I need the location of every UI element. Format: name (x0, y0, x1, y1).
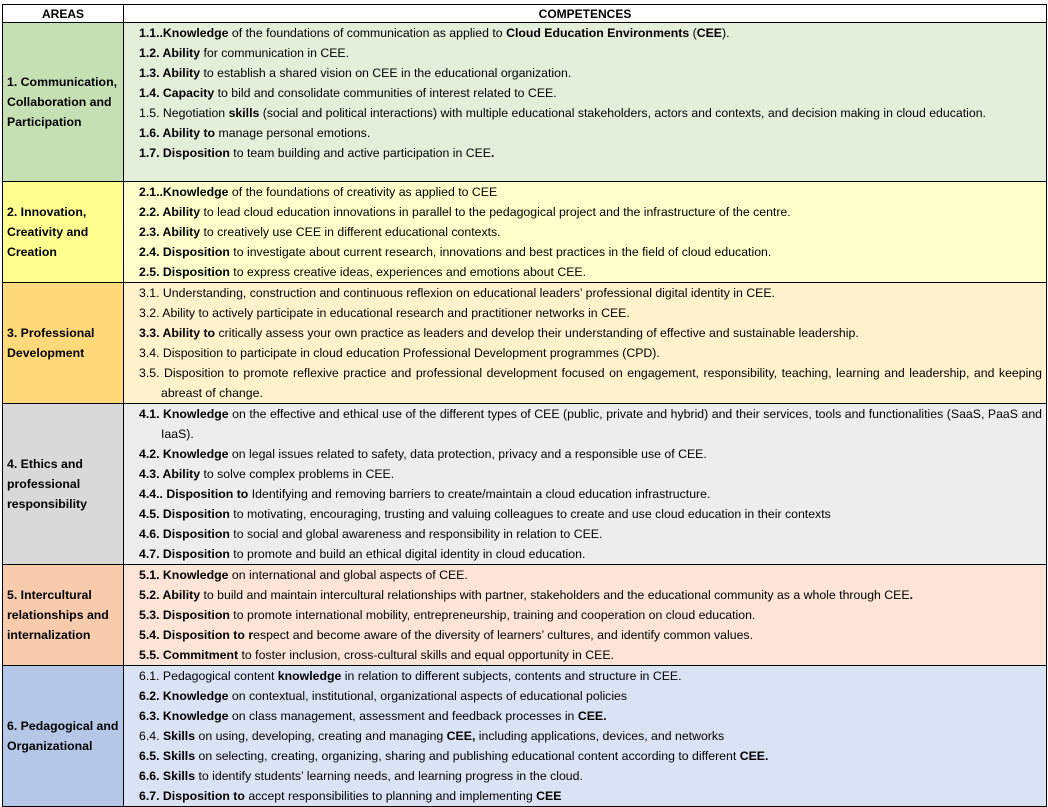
competence-item (139, 283, 1042, 303)
competence-text: to promote and build an ethical digital identity in cloud education. (229, 547, 586, 561)
competence-cell (124, 666, 1047, 807)
competence-text: 3.5. Disposition to promote reflexive practice and professional development focused on engagement, responsibility, teaching, learning and leadership, and keeping abreast of change. (139, 366, 1042, 400)
competence-keyword: 4.5. Disposition (139, 507, 230, 521)
competence-keyword: 2.1..Knowledge (139, 185, 229, 199)
competence-list (139, 23, 1042, 163)
competence-keyword: CEE (696, 26, 722, 40)
competence-keyword: CEE (536, 789, 562, 803)
competence-keyword: 2.2. Ability (139, 205, 201, 219)
competence-text: 3.1. Understanding, construction and continuous reflexion on educational leaders’ professional digital identity in CEE. (139, 286, 775, 300)
area-cell: 5. Intercultural relationships and internalization (3, 565, 124, 666)
header-row (3, 5, 1047, 23)
competence-text: manage personal emotions. (215, 126, 371, 140)
competence-keyword: 2.5. Disposition (139, 265, 230, 279)
competence-keyword: 1.1..Knowledge (139, 26, 229, 40)
competence-item (139, 484, 1042, 504)
area-row-4 (3, 404, 1047, 565)
competence-item (139, 585, 1042, 605)
competence-text: of the foundations of communication as applied to (228, 26, 507, 40)
competence-keyword: 1.3. Ability (139, 66, 201, 80)
competence-item (139, 23, 1042, 43)
area-row-6 (3, 666, 1047, 807)
competence-keyword: 4.7. Disposition (139, 547, 230, 561)
competence-text: on legal issues related to safety, data protection, privacy and a responsible use of CEE. (228, 447, 707, 461)
competence-keyword: 4.3. Ability (139, 467, 201, 481)
competence-text: on using, developing, creating and managing (195, 729, 447, 743)
competence-item (139, 726, 1042, 746)
header-areas: AREAS (3, 5, 124, 23)
competence-keyword: 5.2. Ability (139, 588, 201, 602)
competence-text: on the effective and ethical use of the different types of CEE (public, private and hybrid) and their services, tools and functionalities (SaaS, PaaS and IaaS). (161, 407, 1043, 441)
competence-text: to lead cloud education innovations in parallel to the pedagogical project and the infrastructure of the centre. (200, 205, 791, 219)
competence-text: on international and global aspects of CEE. (228, 568, 468, 582)
competence-text: espect and become aware of the diversity of learners’ cultures, and identify common values. (253, 628, 753, 642)
competence-list (139, 182, 1042, 282)
competence-keyword: 1.4. Capacity (139, 86, 215, 100)
competence-cell (124, 182, 1047, 283)
area-row-3 (3, 283, 1047, 404)
area-cell: 6. Pedagogical and Organizational (3, 666, 124, 807)
competence-keyword: CEE. (739, 749, 769, 763)
competence-keyword: 4.4.. Disposition to (139, 487, 249, 501)
area-cell: 4. Ethics and professional responsibility (3, 404, 124, 565)
competence-item (139, 182, 1042, 202)
competence-keyword: CEE. (577, 709, 607, 723)
competence-text: ( (689, 26, 697, 40)
competence-item (139, 123, 1042, 143)
competence-item (139, 766, 1042, 786)
competence-item (139, 404, 1042, 444)
competence-text: to identify students’ learning needs, and learning progress in the cloud. (195, 769, 583, 783)
competence-text: in relation to different subjects, contents and structure in CEE. (341, 669, 682, 683)
competence-keyword: skills (228, 106, 260, 120)
competence-item (139, 222, 1042, 242)
competence-cell (124, 23, 1047, 182)
competence-keyword: Skills (162, 729, 196, 743)
competence-keyword: 6.5. Skills (139, 749, 196, 763)
competence-item (139, 143, 1042, 163)
competence-keyword: Cloud Education Environments (506, 26, 690, 40)
competence-keyword: 3.3. Ability to (139, 326, 216, 340)
area-cell: 3. Professional Development (3, 283, 124, 404)
competence-keyword: 6.3. Knowledge (139, 709, 229, 723)
competence-text: to establish a shared vision on CEE in the educational organization. (200, 66, 572, 80)
competence-item (139, 323, 1042, 343)
competence-text: to build and maintain intercultural relationships with partner, stakeholders and the educational community as a whole through CEE (200, 588, 910, 602)
competence-text: 3.4. Disposition to participate in cloud education Professional Development programmes (CPD). (139, 346, 660, 360)
competence-item (139, 43, 1042, 63)
competence-text: on selecting, creating, organizing, sharing and publishing educational content according to different (195, 749, 740, 763)
competence-keyword: . (909, 588, 913, 602)
competence-item (139, 746, 1042, 766)
competence-text: (social and political interactions) with multiple educational stakeholders, actors and contexts, and decision making in cloud education. (259, 106, 986, 120)
competence-item (139, 666, 1042, 686)
competence-text: to creatively use CEE in different educational contexts. (200, 225, 501, 239)
competence-text: on contextual, institutional, organizational aspects of educational policies (228, 689, 628, 703)
area-row-1 (3, 23, 1047, 182)
competence-keyword: 6.7. Disposition to (139, 789, 245, 803)
competence-item (139, 363, 1042, 403)
competence-list (139, 283, 1042, 403)
competence-item (139, 645, 1042, 665)
competence-keyword: 2.4. Disposition (139, 245, 230, 259)
area-row-2 (3, 182, 1047, 283)
competence-text: to promote international mobility, entrepreneurship, training and cooperation on cloud education. (229, 608, 756, 622)
competence-text: of the foundations of creativity as applied to CEE (228, 185, 498, 199)
competence-item (139, 524, 1042, 544)
competence-text: 3.2. Ability to actively participate in educational research and practitioner networks in CEE. (139, 306, 630, 320)
area-cell: 2. Innovation, Creativity and Creation (3, 182, 124, 283)
competence-text: to express creative ideas, experiences and emotions about CEE. (229, 265, 587, 279)
competence-text: on class management, assessment and feedback processes in (228, 709, 578, 723)
competence-keyword: 1.2. Ability (139, 46, 201, 60)
competence-keyword: 1.6. Ability to (139, 126, 216, 140)
competence-cell (124, 283, 1047, 404)
competence-keyword: 6.2. Knowledge (139, 689, 229, 703)
competences-table-wrapper (2, 4, 1046, 807)
competence-item (139, 605, 1042, 625)
competence-cell (124, 565, 1047, 666)
competence-text: for communication in CEE. (200, 46, 350, 60)
competence-keyword: . (491, 146, 495, 160)
competence-text: Identifying and removing barriers to create/maintain a cloud education infrastructure. (248, 487, 711, 501)
competence-list (139, 666, 1042, 806)
competence-cell (124, 404, 1047, 565)
competence-text: 6.1. Pedagogical content (139, 669, 278, 683)
competence-keyword: 2.3. Ability (139, 225, 201, 239)
competence-text: ). (721, 26, 730, 40)
competence-item (139, 464, 1042, 484)
competences-table (2, 4, 1047, 807)
competence-list (139, 404, 1042, 564)
table-body (3, 23, 1047, 807)
competence-item (139, 63, 1042, 83)
competence-item (139, 303, 1042, 323)
competence-text: to motivating, encouraging, trusting and valuing colleagues to create and use cloud education in their contexts (229, 507, 831, 521)
competence-text: to foster inclusion, cross-cultural skills and equal opportunity in CEE. (238, 648, 614, 662)
competence-text: accept responsibilities to planning and implementing (244, 789, 537, 803)
competence-keyword: knowledge (277, 669, 342, 683)
competence-keyword: 4.6. Disposition (139, 527, 230, 541)
competence-keyword: 5.1. Knowledge (139, 568, 229, 582)
competence-text: to investigate about current research, innovations and best practices in the field of cloud education. (229, 245, 772, 259)
competence-item (139, 103, 1042, 123)
competence-keyword: 5.5. Commitment (139, 648, 239, 662)
competence-text: to social and global awareness and responsibility in relation to CEE. (229, 527, 603, 541)
competence-keyword: CEE, (446, 729, 476, 743)
competence-text: 6.4. (139, 729, 163, 743)
competence-item (139, 343, 1042, 363)
competence-item (139, 786, 1042, 806)
competence-item (139, 504, 1042, 524)
competence-text: to bild and consolidate communities of interest related to CEE. (214, 86, 557, 100)
competence-text: including applications, devices, and networks (475, 729, 725, 743)
competence-item (139, 83, 1042, 103)
competence-item (139, 686, 1042, 706)
area-row-5 (3, 565, 1047, 666)
competence-list (139, 565, 1042, 665)
competence-text: 1.5. Negotiation (139, 106, 229, 120)
competence-keyword: 4.2. Knowledge (139, 447, 229, 461)
competence-text: to team building and active participation in CEE (229, 146, 492, 160)
competence-item (139, 262, 1042, 282)
competence-item (139, 706, 1042, 726)
competence-item (139, 242, 1042, 262)
competence-item (139, 565, 1042, 585)
competence-keyword: 5.4. Disposition to r (139, 628, 254, 642)
header-competences: COMPETENCES (124, 5, 1047, 23)
competence-item (139, 625, 1042, 645)
competence-item (139, 444, 1042, 464)
competence-item (139, 202, 1042, 222)
competence-text: to solve complex problems in CEE. (200, 467, 395, 481)
competence-keyword: 1.7. Disposition (139, 146, 230, 160)
competence-keyword: 6.6. Skills (139, 769, 196, 783)
competence-keyword: 4.1. Knowledge (139, 407, 229, 421)
competence-keyword: 5.3. Disposition (139, 608, 230, 622)
competence-text: critically assess your own practice as leaders and develop their understanding of effective and sustainable leadership. (215, 326, 859, 340)
competence-item (139, 544, 1042, 564)
area-cell: 1. Communication, Collaboration and Participation (3, 23, 124, 182)
